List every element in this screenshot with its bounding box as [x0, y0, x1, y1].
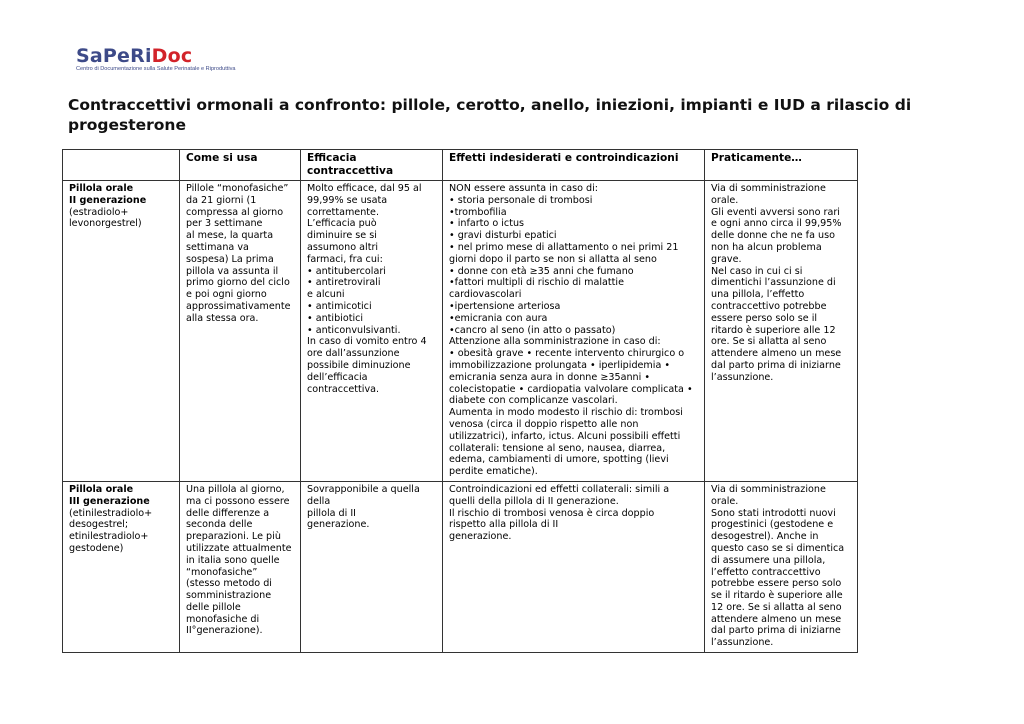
saperidoc-logo [76, 45, 236, 72]
logo-subtitle: Centro di Documentazione sulla Salute Perinatale e Riproduttiva [76, 66, 236, 72]
comparison-table [62, 149, 858, 653]
cell-come-si-usa: Pillole “monofasiche” da 21 giorni (1 compressa al giorno per 3 settimane al mese, la quarta settimana va sospesa) La prima pillola va assunta il primo giorno del ciclo e poi ogni giorno approssimativamente alla stessa ora. [180, 181, 301, 482]
row-name-line1: Pillola orale [69, 483, 134, 495]
row-name-line1: Pillola orale [69, 183, 134, 194]
document-title: Contraccettivi ormonali a confronto: pillole, cerotto, anello, iniezioni, impianti e IUD a rilascio di progesterone [68, 96, 912, 134]
header-praticamente: Praticamente… [705, 150, 858, 181]
row-name-cell [63, 181, 180, 482]
header-effetti: Effetti indesiderati e controindicazioni [443, 150, 705, 181]
logo-wordmark: SaPeRiDoc [76, 45, 193, 67]
table-row [63, 481, 858, 652]
header-efficacia: Efficacia contraccettiva [301, 150, 443, 181]
row-name-cell [63, 481, 180, 652]
cell-effetti: Controindicazioni ed effetti collaterali: simili a quelli della pillola di II generazione. Il rischio di trombosi venosa è circa doppio rispetto alla pillola di II generazione. [443, 481, 705, 652]
row-name-detail: (etinilestradiolo+ desogestrel; etinilestradiolo+ gestodene) [69, 507, 153, 554]
cell-efficacia: Molto efficace, dal 95 al 99,99% se usata correttamente. L’efficacia può diminuire se si assumono altri farmaci, fra cui: • antitubercolari • antiretrovirali e alcuni • antimicotici • antibiotici • anticonvulsivanti. In caso di vomito entro 4 ore dall’assunzione possibile diminuzione dell’efficacia contraccettiva. [301, 181, 443, 482]
cell-praticamente: Via di somministrazione orale. Sono stati introdotti nuovi progestinici (gestodene e desogestrel). Anche in questo caso se si dimentica di assumere una pillola, l’effetto contraccettivo potrebbe essere perso solo se il ritardo è superiore alle 12 ore. Se si allatta al seno attendere almeno un mese dal parto prima di iniziarne l’assunzione. [705, 481, 858, 652]
table-header-row [63, 150, 858, 181]
row-name-line2: III generazione [69, 495, 150, 507]
cell-efficacia: Sovrapponibile a quella della pillola di II generazione. [301, 481, 443, 652]
cell-come-si-usa: Una pillola al giorno, ma ci possono essere delle differenze a seconda delle preparazioni. Le più utilizzate attualmente in italia sono quelle “monofasiche” (stesso metodo di somministrazione delle pillole monofasiche di II°generazione). [180, 481, 301, 652]
header-empty [63, 150, 180, 181]
header-come-si-usa: Come si usa [180, 150, 301, 181]
table-row [63, 181, 858, 482]
row-name-line2: II generazione [69, 194, 147, 206]
cell-effetti: NON essere assunta in caso di: • storia personale di trombosi •trombofilia • infarto o ictus • gravi disturbi epatici • nel primo mese di allattamento o nei primi 21 giorni dopo il parto se non si allatta al seno • donne con età ≥35 anni che fumano •fattori multipli di rischio di malattie cardiovascolari •ipertensione arteriosa •emicrania con aura •cancro al seno (in atto o passato) Attenzione alla somministrazione in caso di: • obesità grave • recente intervento chirurgico o immobilizzazione prolungata • iperlipidemia • emicrania senza aura in donne ≥35anni • colecistopatie • cardiopatia valvolare complicata • diabete con complicanze vascolari. Aumenta in modo modesto il rischio di: trombosi venosa (circa il doppio rispetto alle non utilizzatrici), infarto, ictus. Alcuni possibili effetti collaterali: tensione al seno, nausea, diarrea, edema, cambiamenti di umore, spotting (lievi perdite ematiche). [443, 181, 705, 482]
cell-praticamente: Via di somministrazione orale. Gli eventi avversi sono rari e ogni anno circa il 99,95% delle donne che ne fa uso non ha alcun problema grave. Nel caso in cui ci si dimentichi l’assunzione di una pillola, l’effetto contraccettivo potrebbe essere perso solo se il ritardo è superiore alle 12 ore. Se si allatta al seno attendere almeno un mese dal parto prima di iniziarne l’assunzione. [705, 181, 858, 482]
row-name-detail: (estradiolo+ levonorgestrel) [69, 206, 142, 230]
